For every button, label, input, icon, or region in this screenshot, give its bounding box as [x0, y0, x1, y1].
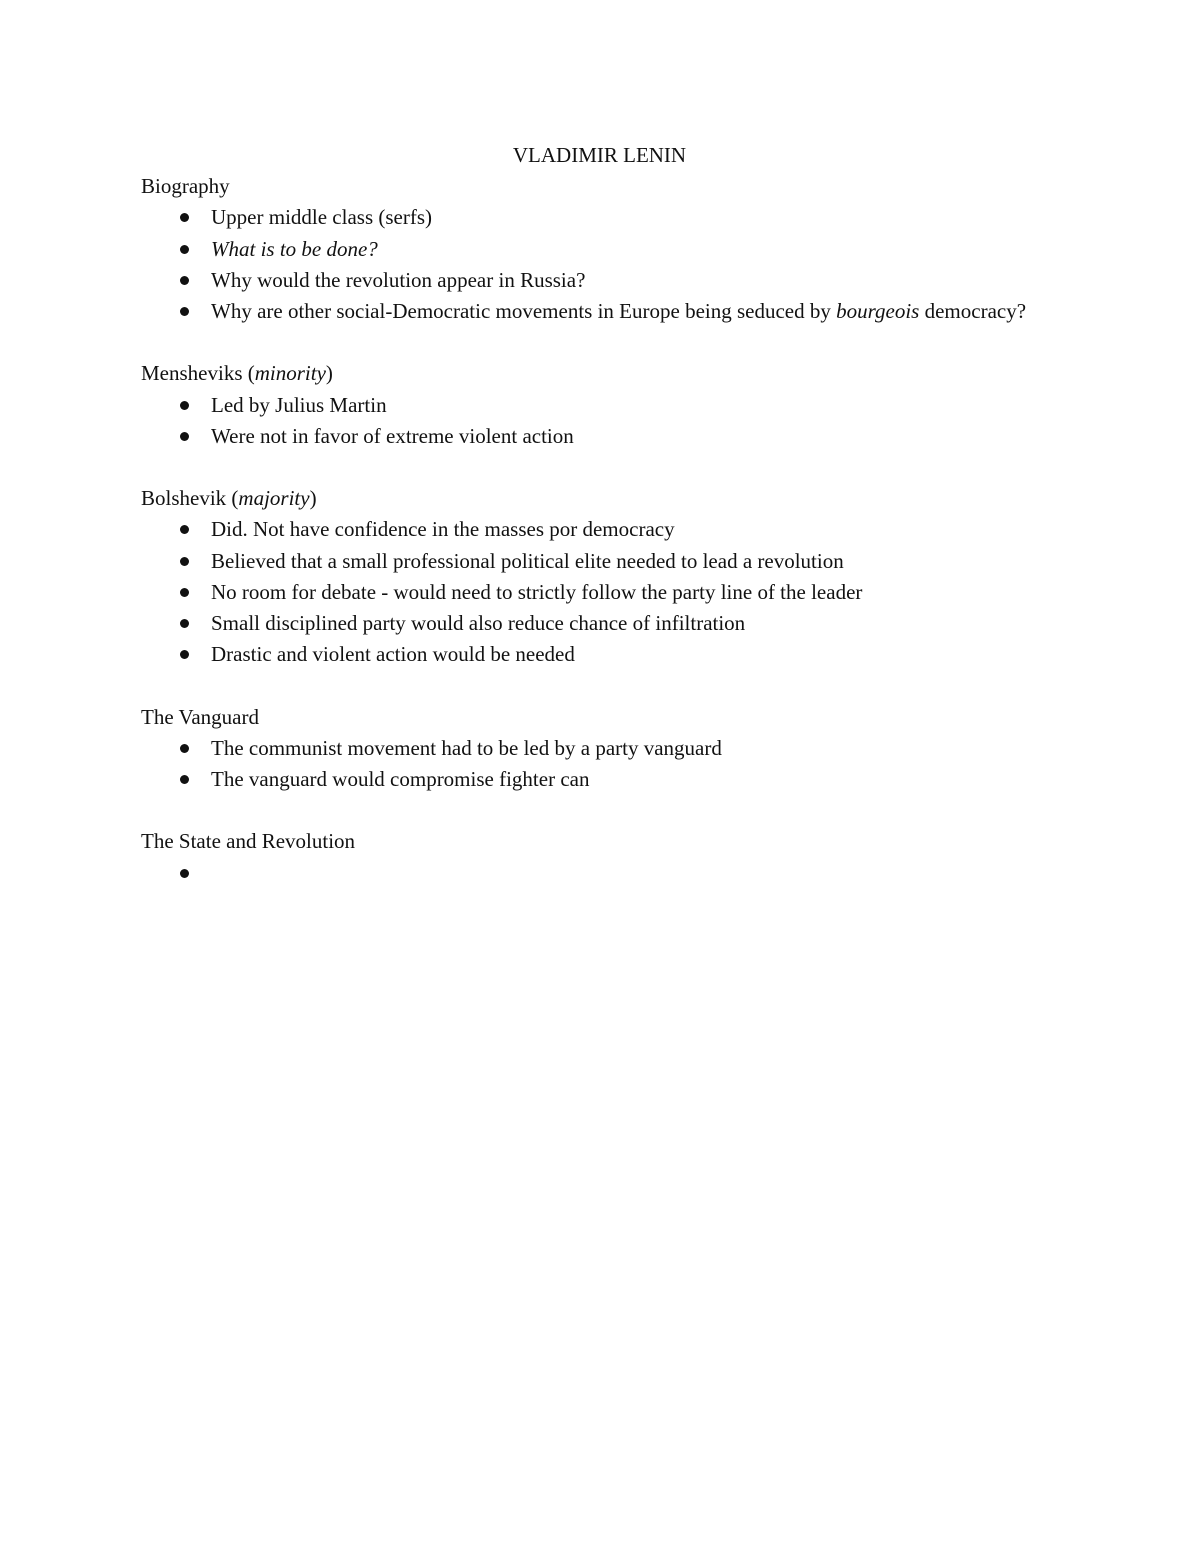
bullet-icon: [180, 213, 189, 222]
document-title: VLADIMIR LENIN: [512, 143, 687, 167]
list-item: [141, 234, 1058, 265]
bullet-list-state-and-revolution: [141, 858, 1058, 889]
list-item-text: democracy?: [924, 299, 1027, 324]
bullet-list-mensheviks: [141, 390, 1058, 452]
bullet-icon: [180, 557, 189, 566]
bullet-icon: [180, 525, 189, 534]
section-heading-vanguard: The Vanguard: [141, 704, 259, 729]
list-item-text: Why are other social-Democratic movements in Europe being seduced by: [211, 299, 831, 324]
section-heading-mensheviks: Mensheviks (minority): [141, 361, 333, 386]
bullet-icon: [180, 276, 189, 285]
list-item: [141, 858, 1058, 889]
bullet-list-bolshevik: [141, 514, 1058, 670]
document-body: [141, 140, 1058, 920]
list-item-text: Why would the revolution appear in Russia?: [211, 267, 586, 292]
section-heading-state-and-revolution: The State and Revolution: [141, 829, 356, 854]
list-item-text: The vanguard would compromise fighter can: [211, 767, 590, 792]
list-item: [141, 202, 1058, 233]
list-item: [141, 265, 1058, 296]
list-item: [141, 514, 1058, 545]
list-item-text: No room for debate - would need to strictly follow the party line of the leader: [211, 579, 863, 604]
list-item-text: Did. Not have confidence in the masses por democracy: [211, 517, 675, 542]
list-item: [141, 577, 1058, 608]
list-item: [141, 733, 1058, 764]
section-vanguard: [141, 702, 1058, 796]
heading-note-text: majority: [238, 486, 310, 511]
bullet-icon: [180, 650, 189, 659]
bullet-icon: [180, 588, 189, 597]
bullet-icon: [180, 775, 189, 784]
bullet-list-vanguard: [141, 733, 1058, 795]
emphasis-text: bourgeois: [836, 299, 920, 324]
list-item: [141, 421, 1058, 452]
bullet-list-biography: [141, 202, 1058, 327]
bullet-icon: [180, 432, 189, 441]
book-title-text: What is to be done?: [211, 236, 378, 261]
list-item: [141, 764, 1058, 795]
list-item-text: Drastic and violent action would be needed: [211, 642, 575, 667]
section-heading-bolshevik: Bolshevik (majority): [141, 486, 317, 511]
heading-note-text: minority: [254, 361, 326, 386]
section-mensheviks: [141, 358, 1058, 452]
list-item: [141, 608, 1058, 639]
section-bolshevik: [141, 483, 1058, 670]
section-state-and-revolution: [141, 826, 1058, 888]
bullet-icon: [180, 619, 189, 628]
section-biography: [141, 171, 1058, 327]
bullet-icon: [180, 401, 189, 410]
bullet-icon: [180, 869, 189, 878]
list-item: [141, 390, 1058, 421]
list-item-text: The communist movement had to be led by a party vanguard: [211, 735, 722, 760]
bullet-icon: [180, 245, 189, 254]
bullet-icon: [180, 307, 189, 316]
list-item: [141, 639, 1058, 670]
list-item-text: Believed that a small professional political elite needed to lead a revolution: [211, 548, 844, 573]
bullet-icon: [180, 744, 189, 753]
list-item: [141, 296, 1058, 327]
list-item-text: Led by Julius Martin: [211, 392, 387, 417]
heading-main-text: Mensheviks: [141, 361, 243, 386]
list-item: [141, 546, 1058, 577]
section-heading-biography: Biography: [141, 174, 230, 199]
list-item-text: Were not in favor of extreme violent action: [211, 423, 574, 448]
list-item-text: Small disciplined party would also reduce chance of infiltration: [211, 611, 746, 636]
list-item-text: Upper middle class (serfs): [211, 205, 433, 230]
heading-main-text: Bolshevik: [141, 486, 227, 511]
